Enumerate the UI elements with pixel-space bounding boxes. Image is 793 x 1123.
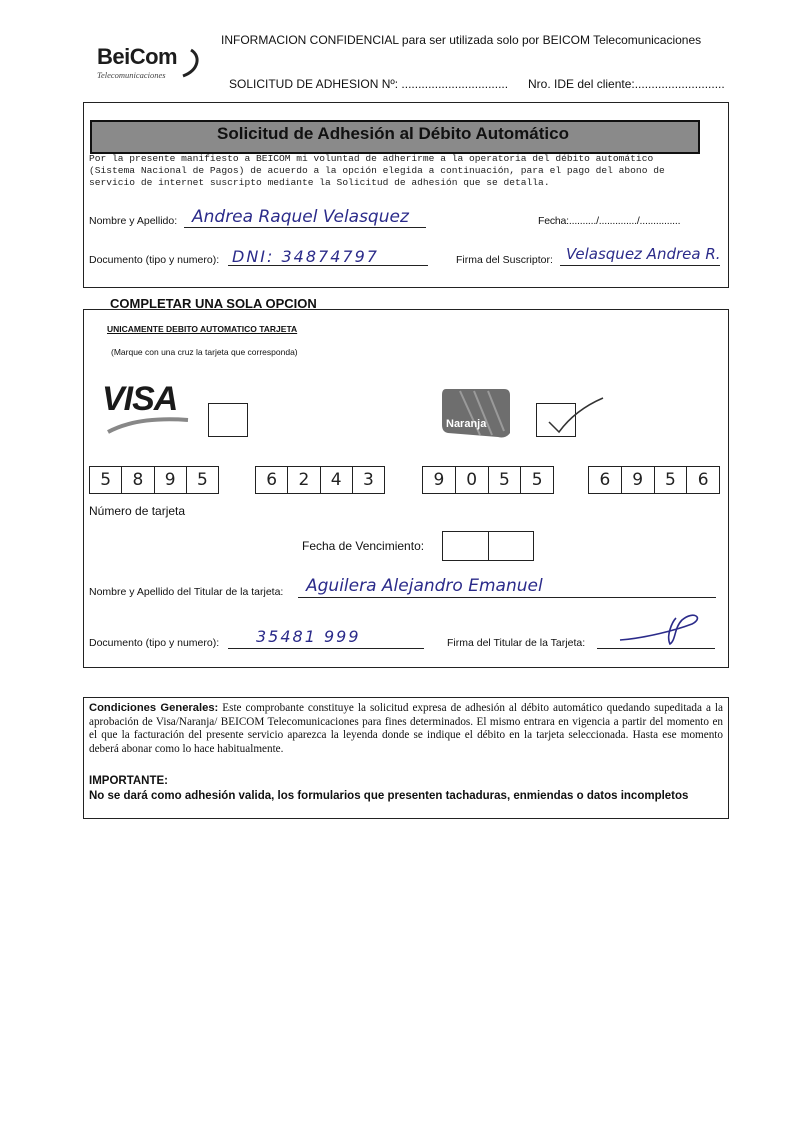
date-field[interactable]: Fecha:........../............../............... <box>538 215 681 227</box>
holder-signature-scribble-icon[interactable] <box>616 610 706 650</box>
holder-document-label: Documento (tipo y numero): <box>89 637 220 649</box>
card-digit: 0 <box>456 467 489 493</box>
conditions-heading: Condiciones Generales: <box>89 702 219 714</box>
card-digit: 6 <box>589 467 622 493</box>
naranja-card-icon <box>440 385 512 441</box>
card-digit: 3 <box>362 470 374 490</box>
naranja-checkbox[interactable] <box>536 403 576 437</box>
name-field[interactable]: Andrea Raquel Velasquez <box>192 207 409 227</box>
logo-subtitle: Telecomunicaciones <box>97 70 166 80</box>
conditions-body: Este comprobante constituye la solicitud expresa de adhesión al débito automático quedando supeditada a la aprobación de Visa/Naranja/ BEICOM Telecomunicaciones para fines determinados. El mismo entrara en vigencia a partir del momento en el que la facturación del presente servicio aparezca la leyenda donde se indique el débito en la tarjeta seleccionada. Hasta ese momento deberá abonar como lo hace habitualmente. <box>89 702 723 755</box>
visa-logo <box>100 380 190 435</box>
card-digit: 6 <box>697 470 709 490</box>
naranja-logo-text: Naranja <box>446 418 487 430</box>
confidential-notice: INFORMACION CONFIDENCIAL para ser utilizada solo por BEICOM Telecomunicaciones <box>221 33 702 47</box>
card-digit: 4 <box>321 467 353 493</box>
card-digit: 5 <box>531 470 543 490</box>
important-text: No se dará como adhesión valida, los formularios que presenten tachaduras, enmiendas o datos incompletos <box>89 790 689 802</box>
name-line <box>184 227 426 228</box>
visa-logo-text: VISA <box>102 380 178 418</box>
card-digit: 6 <box>256 467 288 493</box>
naranja-logo <box>440 385 512 441</box>
card-subheading: UNICAMENTE DEBITO AUTOMATICO TARJETA <box>107 324 298 334</box>
section-heading: COMPLETAR UNA SOLA OPCION <box>110 296 317 311</box>
card-digit: 5 <box>489 467 522 493</box>
expiry-month-cell[interactable] <box>443 532 489 560</box>
logo-name: BeiCom <box>97 44 178 69</box>
expiry-field[interactable] <box>442 531 534 561</box>
conditions-text <box>89 702 723 756</box>
card-digit: 5 <box>90 467 122 493</box>
card-digit: 5 <box>655 467 688 493</box>
document-field[interactable]: DNI: 34874797 <box>232 247 379 266</box>
check-mark-icon <box>541 396 611 436</box>
holder-signature-label: Firma del Titular de la Tarjeta: <box>447 637 586 649</box>
form-title: Solicitud de Adhesión al Débito Automático <box>217 124 569 143</box>
subscriber-signature[interactable]: Velasquez Andrea R. <box>566 245 721 263</box>
expiry-label: Fecha de Vencimiento: <box>302 539 425 553</box>
card-number-group-1[interactable] <box>89 466 219 494</box>
card-digit: 2 <box>288 467 320 493</box>
holder-document-line <box>228 648 424 649</box>
holder-document-field[interactable]: 35481 999 <box>256 627 361 646</box>
holder-name-line <box>298 597 716 598</box>
card-digit: 8 <box>122 467 154 493</box>
subscriber-signature-line <box>560 265 720 266</box>
holder-name-field[interactable]: Aguilera Alejandro Emanuel <box>306 576 543 596</box>
intro-line-1: Por la presente manifiesto a BEICOM mi voluntad de adherirme a la operatoria del débito automático <box>89 153 654 164</box>
intro-line-3: servicio de internet suscripto mediante la Solicitud de adhesión que se detalla. <box>89 177 550 188</box>
card-digit: 9 <box>155 467 187 493</box>
visa-swoosh-icon <box>100 380 190 435</box>
expiry-year-cell[interactable] <box>489 532 534 560</box>
document-label: Documento (tipo y numero): <box>89 254 220 266</box>
holder-name-label: Nombre y Apellido del Titular de la tarjeta: <box>89 586 284 598</box>
card-digit: 9 <box>622 467 655 493</box>
visa-checkbox[interactable] <box>208 403 248 437</box>
solicitud-number-label: SOLICITUD DE ADHESION Nº: ................................ <box>229 77 509 91</box>
intro-line-2: (Sistema Nacional de Pagos) de acuerdo a la opción elegida a continuación, para el pago del abono de <box>89 165 665 176</box>
name-label: Nombre y Apellido: <box>89 215 178 227</box>
card-number-group-4[interactable] <box>588 466 720 494</box>
subscriber-signature-label: Firma del Suscriptor: <box>456 254 553 266</box>
card-number-group-2[interactable] <box>255 466 385 494</box>
beicom-logo <box>95 42 205 82</box>
card-number-label: Número de tarjeta <box>89 504 186 518</box>
important-heading: IMPORTANTE: <box>89 775 169 787</box>
card-digit: 5 <box>196 470 208 490</box>
client-id-label: Nro. IDE del cliente:........................... <box>528 77 725 91</box>
card-digit: 9 <box>423 467 456 493</box>
card-number-group-3[interactable] <box>422 466 554 494</box>
card-instruction: (Marque con una cruz la tarjeta que corresponda) <box>111 347 298 357</box>
